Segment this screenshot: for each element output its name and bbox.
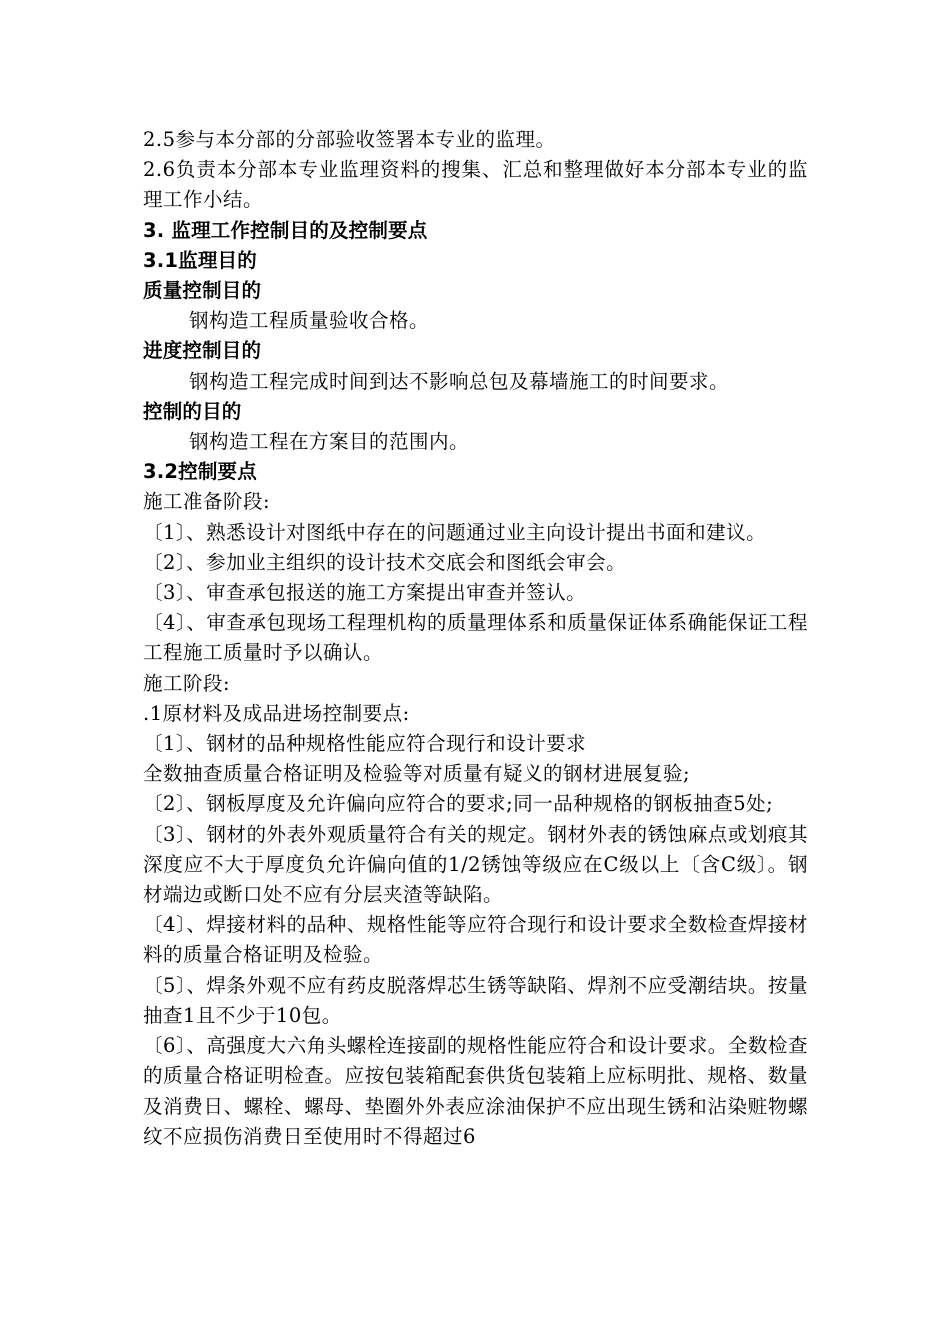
section-heading: 控制的目的 xyxy=(143,399,242,423)
section-heading: 3.2控制要点 xyxy=(143,460,257,484)
text-line: 〔3〕、钢材的外表外观质量符合有关的规定。钢材外表的锈蚀麻点或划痕其深度应不大于厚度负允许偏向值的1/2锈蚀等级应在C级以上〔含C级〕。钢材端边或断口处不应有分层夹渣等缺陷。 xyxy=(143,822,808,907)
text-line: 钢构造工程在方案目的范围内。 xyxy=(189,430,470,454)
text-line: 〔4〕、焊接材料的品种、规格性能等应符合现行和设计要求全数检查焊接材料的质量合格证明及检验。 xyxy=(143,913,808,967)
text-line: 〔6〕、高强度大六角头螺栓连接副的规格性能应符合和设计要求。全数检查的质量合格证明检查。应按包装箱配套供货包装箱上应标明批、规格、数量及消费日、螺栓、螺母、垫圈外外表应涂油保护不应出现生锈和沾染赃物螺纹不应损伤消费日至使用时不得超过6 xyxy=(143,1034,808,1148)
text-line: 2.5参与本分部的分部验收签署本专业的监理。 xyxy=(143,128,556,151)
text-line: 〔5〕、焊条外观不应有药皮脱落焊芯生锈等缺陷、焊剂不应受潮结块。按量抽查1且不少于10包。 xyxy=(143,973,808,1027)
text-line: 2.6负责本分部本专业监理资料的搜集、汇总和整理做好本分部本专业的监理工作小结。 xyxy=(143,158,808,212)
text-line: 全数抽查质量合格证明及检验等对质量有疑义的钢材进展复验; xyxy=(143,762,691,786)
text-line: 〔3〕、审查承包报送的施工方案提出审查并签认。 xyxy=(143,581,587,605)
section-heading: 3. 监理工作控制目的及控制要点 xyxy=(143,218,428,242)
text-line: 施工准备阶段: xyxy=(143,490,271,514)
text-line: 〔2〕、参加业主组织的设计技术交底会和图纸会审会。 xyxy=(143,550,627,574)
text-line: 施工阶段: xyxy=(143,671,231,695)
text-line: 〔1〕、熟悉设计对图纸中存在的问题通过业主向设计提出书面和建议。 xyxy=(143,520,767,544)
text-line: 〔4〕、审查承包现场工程理机构的质量理体系和质量保证体系确能保证工程工程施工质量时予以确认。 xyxy=(143,611,808,665)
section-heading: 进度控制目的 xyxy=(143,339,262,363)
section-heading: 质量控制目的 xyxy=(143,279,262,303)
text-line: 〔2〕、钢板厚度及允许偏向应符合的要求;同一品种规格的钢板抽查5处; xyxy=(143,792,774,816)
text-line: 钢构造工程质量验收合格。 xyxy=(189,309,430,333)
document-page xyxy=(143,125,808,1152)
section-heading: 3.1监理目的 xyxy=(143,248,257,272)
text-line: .1原材料及成品进场控制要点: xyxy=(143,701,410,725)
text-line: 钢构造工程完成时间到达不影响总包及幕墙施工的时间要求。 xyxy=(189,369,730,393)
text-line: 〔1〕、钢材的品种规格性能应符合现行和设计要求 xyxy=(143,732,587,756)
